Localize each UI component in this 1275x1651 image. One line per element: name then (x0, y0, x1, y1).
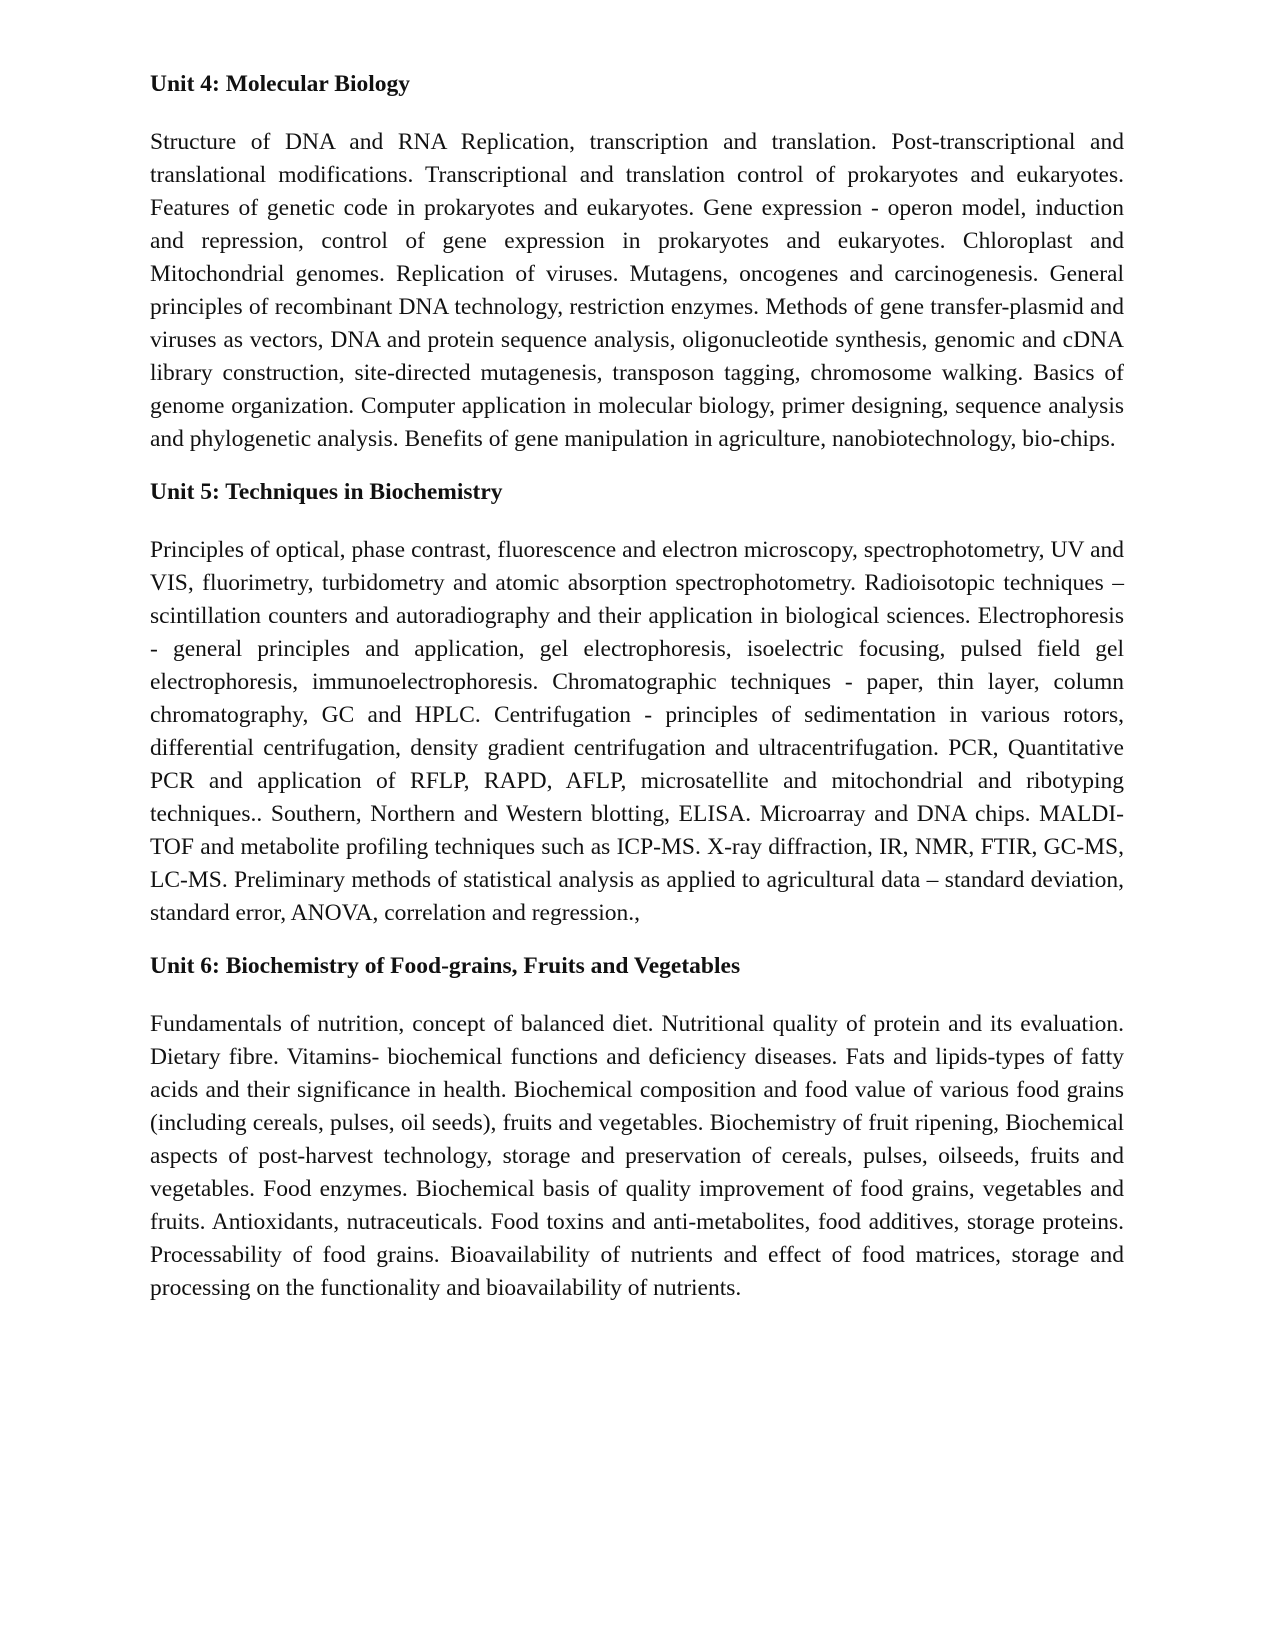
unit-4-body: Structure of DNA and RNA Replication, transcription and translation. Post-transcriptional and translational modifications. Transcriptional and translation control of prokaryotes and eukaryotes. Features of genetic code in prokaryotes and eukaryotes. Gene expression - operon model, induction and repression, control of gene expression in prokaryotes and eukaryotes. Chloroplast and Mitochondrial genomes. Replication of viruses. Mutagens, oncogenes and carcinogenesis. General principles of recombinant DNA technology, restriction enzymes. Methods of gene transfer-plasmid and viruses as vectors, DNA and protein sequence analysis, oligonucleotide synthesis, genomic and cDNA library construction, site-directed mutagenesis, transposon tagging, chromosome walking. Basics of genome organization. Computer application in molecular biology, primer designing, sequence analysis and phylogenetic analysis. Benefits of gene manipulation in agriculture, nanobiotechnology, bio-chips. (150, 129, 1124, 452)
unit-5-heading: Unit 5: Techniques in Biochemistry (150, 479, 503, 505)
unit-4-section (150, 68, 1124, 456)
document-page (150, 68, 1124, 1305)
unit-6-section (150, 950, 1124, 1305)
unit-6-heading: Unit 6: Biochemistry of Food-grains, Fruits and Vegetables (150, 953, 741, 979)
unit-5-section (150, 476, 1124, 930)
unit-6-body: Fundamentals of nutrition, concept of balanced diet. Nutritional quality of protein and its evaluation. Dietary fibre. Vitamins- biochemical functions and deficiency diseases. Fats and lipids-types of fatty acids and their significance in health. Biochemical composition and food value of various food grains (including cereals, pulses, oil seeds), fruits and vegetables. Biochemistry of fruit ripening, Biochemical aspects of post-harvest technology, storage and preservation of cereals, pulses, oilseeds, fruits and vegetables. Food enzymes. Biochemical basis of quality improvement of food grains, vegetables and fruits. Antioxidants, nutraceuticals. Food toxins and anti-metabolites, food additives, storage proteins. Processability of food grains. Bioavailability of nutrients and effect of food matrices, storage and processing on the functionality and bioavailability of nutrients. (150, 1011, 1124, 1301)
unit-5-body: Principles of optical, phase contrast, fluorescence and electron microscopy, spectrophotometry, UV and VIS, fluorimetry, turbidometry and atomic absorption spectrophotometry. Radioisotopic techniques – scintillation counters and autoradiography and their application in biological sciences. Electrophoresis - general principles and application, gel electrophoresis, isoelectric focusing, pulsed field gel electrophoresis, immunoelectrophoresis. Chromatographic techniques - paper, thin layer, column chromatography, GC and HPLC. Centrifugation - principles of sedimentation in various rotors, differential centrifugation, density gradient centrifugation and ultracentrifugation. PCR, Quantitative PCR and application of RFLP, RAPD, AFLP, microsatellite and mitochondrial and ribotyping techniques.. Southern, Northern and Western blotting, ELISA. Microarray and DNA chips. MALDI-TOF and metabolite profiling techniques such as ICP-MS. X-ray diffraction, IR, NMR, FTIR, GC-MS, LC-MS. Preliminary methods of statistical analysis as applied to agricultural data – standard deviation, standard error, ANOVA, correlation and regression., (150, 537, 1124, 926)
unit-4-heading: Unit 4: Molecular Biology (150, 71, 411, 97)
